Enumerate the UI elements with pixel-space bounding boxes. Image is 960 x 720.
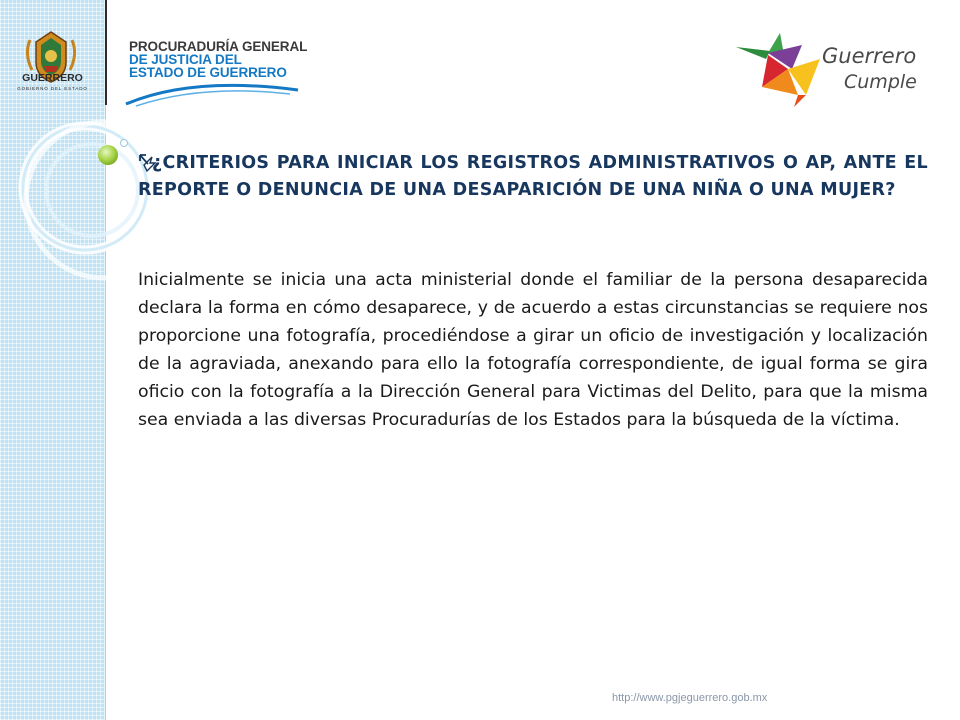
state-logo-subtitle: GOBIERNO DEL ESTADO — [17, 86, 88, 91]
small-dot — [121, 140, 128, 147]
agency-logo-line2: DE JUSTICIA DEL — [129, 52, 242, 67]
section-heading — [138, 150, 928, 204]
header-divider — [105, 0, 107, 105]
state-seal-icon — [14, 30, 88, 108]
agency-swoosh-icon — [122, 70, 302, 110]
green-dot — [98, 145, 118, 165]
body-paragraph: Inicialmente se inicia una acta ministerial donde el familiar de la persona desaparecida declara la forma en cómo desaparece, y de acuerdo a estas circunstancias se requiere nos proporcione una fotografía, procediéndose a girar un oficio de investigación y localización de la agraviada, anexando para ello la fotografía correspondiente, de igual forma se gira oficio con la fotografía a la Dirección General para Victimas del Delito, para que la misma sea enviada a las diversas Procuradurías de los Estados para la búsqueda de la víctima. — [138, 270, 928, 431]
footer-url[interactable]: http://www.pgjeguerrero.gob.mx — [612, 692, 768, 704]
campaign-logo-word1: Guerrero — [822, 44, 917, 68]
campaign-logo-word2: Cumple — [844, 71, 917, 93]
campaign-logo — [732, 25, 932, 110]
agency-logo-line3: ESTADO DE GUERRERO — [129, 65, 287, 80]
state-logo-name: GUERRERO — [22, 72, 83, 84]
hummingbird-icon — [736, 33, 820, 107]
section-heading-text: ¿CRITERIOS PARA INICIAR LOS REGISTROS ADMINISTRATIVOS O AP, ANTE EL REPORTE O DENUNCIA DE UNA DESAPARICIÓN DE UNA NIÑA O UNA MUJER? — [138, 153, 928, 200]
agency-logo-line1: PROCURADURÍA GENERAL — [129, 39, 308, 54]
